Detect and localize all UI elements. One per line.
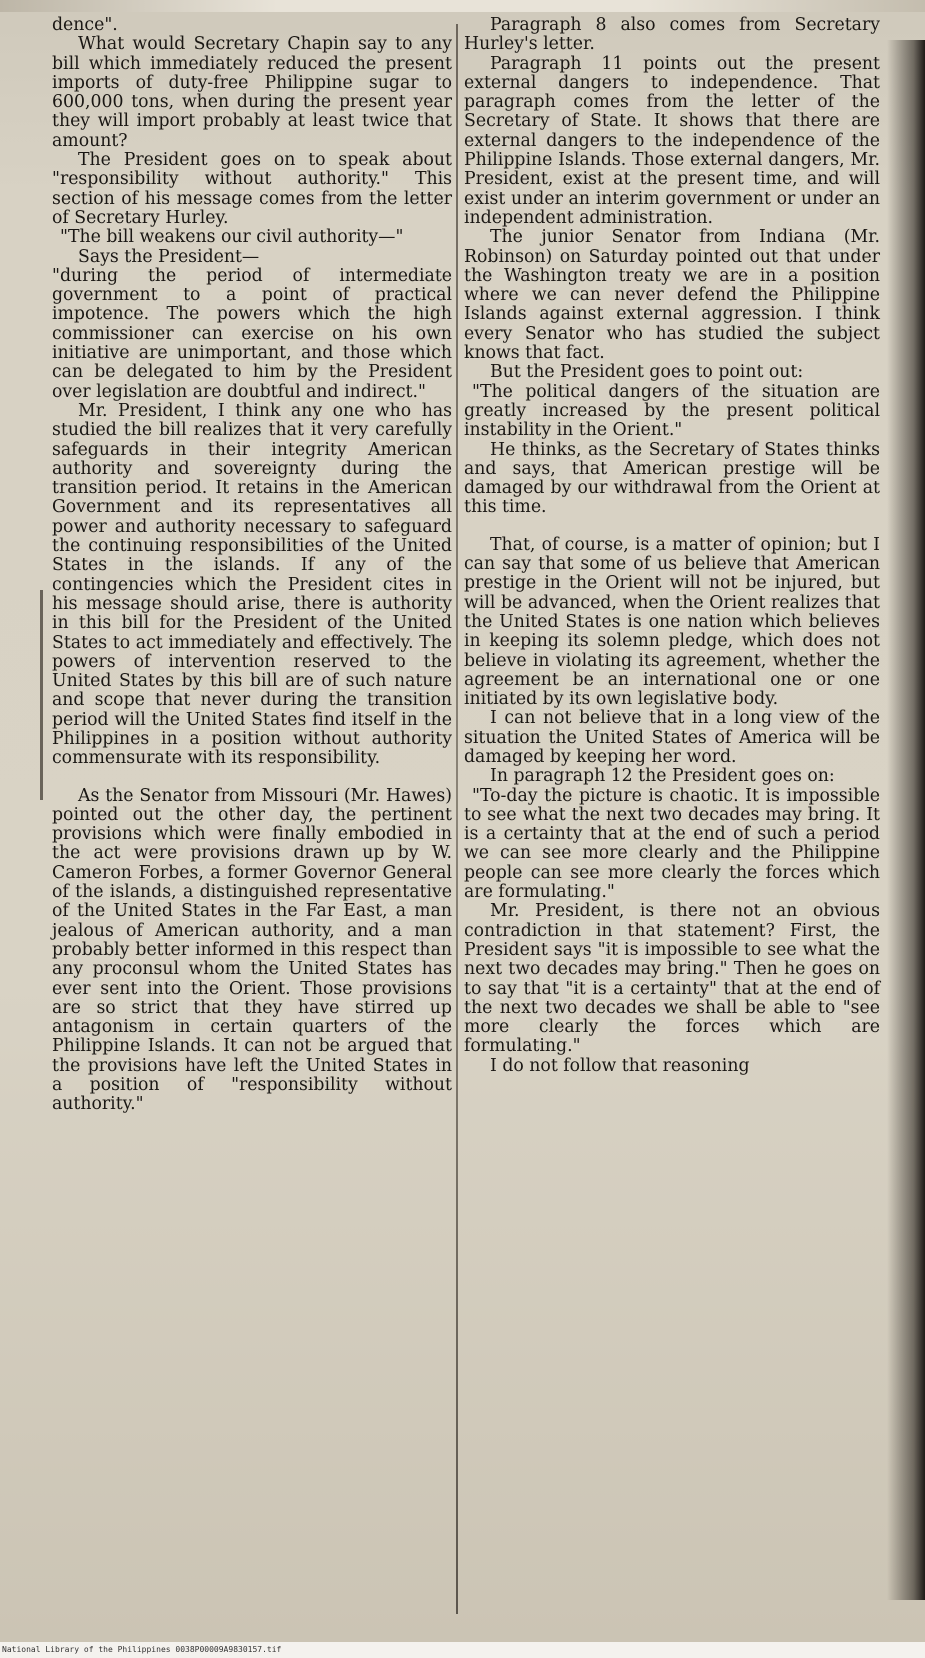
left-paragraph: As the Senator from Missouri (Mr. Hawes) pointed out the other day, the pertinent provisions which were finally embodied in the act were provisions drawn up by W. Cameron Forbes, a former Governor General of the islands, a distinguished representative of the United States in the Far East, a man jealous of American authority, and a man probably better informed in this respect than any proconsul whom the United States has ever sent into the Orient. Those provisions are so strict that they have stirred up antagonism in certain quarters of the Philippine Islands. It can not be argued that the provisions have left the United States in a position of "responsibility without authority." — [52, 785, 452, 1115]
left-paragraph: Mr. President, I think any one who has studied the bill realizes that it very carefully safeguards in their integrity American authority and sovereignty during the transition period. It retains in the American Government and its representatives all power and authority necessary to safeguard the continuing responsibilities of the United States in the islands. If any of the contingencies which the President cites in his message should arise, there is authority in this bill for the President of the United States to act immediately and effectively. The powers of intervention reserved to the United States by this bill are of such nature and scope that never during the transition period will the United States find itself in the Philippines in a position without authority commensurate with its responsibility. — [52, 400, 452, 769]
right-paragraph: In paragraph 12 the President goes on: — [490, 766, 835, 787]
left-paragraph: The President goes on to speak about "responsibility without authority." This section of his message comes from the letter of Secretary Hurley. — [52, 150, 452, 228]
page-shadow-edge — [887, 40, 925, 1600]
right-paragraph: He thinks, as the Secretary of States thinks and says, that American prestige will be damaged by our withdrawal from the Orient at this time. — [464, 439, 880, 518]
clipping-box-edge — [40, 590, 43, 800]
right-paragraph: The junior Senator from Indiana (Mr. Robinson) on Saturday pointed out that under the Washington treaty we are in a position where we can never defend the Philippine Islands against external aggression. I think every Senator who has studied the subject knows that fact. — [464, 227, 880, 364]
right-paragraph: That, of course, is a matter of opinion; but I can say that some of us believe that American prestige in the Orient will not be injured, but will be advanced, when the Orient realizes that the United States is one nation which believes in keeping its solemn pledge, which does not believe in violating its agreement, whether the agreement be an international one or one initiated by its own legislative body. — [464, 534, 880, 710]
left-quote: "during the period of intermediate government to a point of practical impotence. The powers which the high commissioner can exercise on his own initiative are unimportant, and those which can be delegated to him by the President over legislation are doubtful and indirect." — [52, 265, 452, 402]
left-paragraph: What would Secretary Chapin say to any bill which immediately reduced the present imports of duty-free Philippine sugar to 600,000 tons, when during the present year they will import probably at least twice that amount? — [52, 34, 452, 151]
page-top-edge — [0, 0, 925, 12]
left-quote: "The bill weakens our civil authority—" — [60, 227, 404, 248]
left-paragraph: dence". — [52, 15, 118, 35]
right-quote: "The political dangers of the situation are greatly increased by the present political instability in the Orient." — [464, 381, 880, 441]
archive-footer-caption: National Library of the Philippines 0038P00009A9830157.tif — [0, 1642, 925, 1658]
left-paragraph: Says the President— — [78, 246, 260, 267]
paragraph-gap — [52, 769, 452, 787]
paragraph-gap — [464, 518, 880, 536]
right-paragraph: I do not follow that reasoning — [490, 1055, 750, 1076]
right-paragraph: Paragraph 11 points out the present external dangers to independence. That paragraph comes from the letter of the Secretary of State. It shows that there are external dangers to the independence of the Philippine Islands. Those external dangers, Mr. President, exist at the present time, and will exist under an interim government or under an independent administration. — [464, 53, 880, 228]
right-quote: "To-day the picture is chaotic. It is impossible to see what the next two decades may bring. It is a certainty that at the end of such a period we can see more clearly and the Philippine people can see more clearly the forces which are formulating." — [464, 785, 880, 903]
right-paragraph: I can not believe that in a long view of the situation the United States of America will be damaged by keeping her word. — [464, 708, 880, 767]
right-paragraph: Paragraph 8 also comes from Secretary Hurley's letter. — [464, 15, 880, 55]
right-paragraph: Mr. President, is there not an obvious contradiction in that statement? First, the President says "it is impossible to see what the next two decades may bring." Then he goes on to say that "it is a certainty" that at the end of the next two decades we shall be able to "see more clearly the forces which are formulating." — [464, 901, 880, 1057]
right-paragraph: But the President goes to point out: — [490, 362, 804, 383]
left-text-column — [40, 14, 460, 1626]
right-text-column — [458, 14, 888, 1626]
